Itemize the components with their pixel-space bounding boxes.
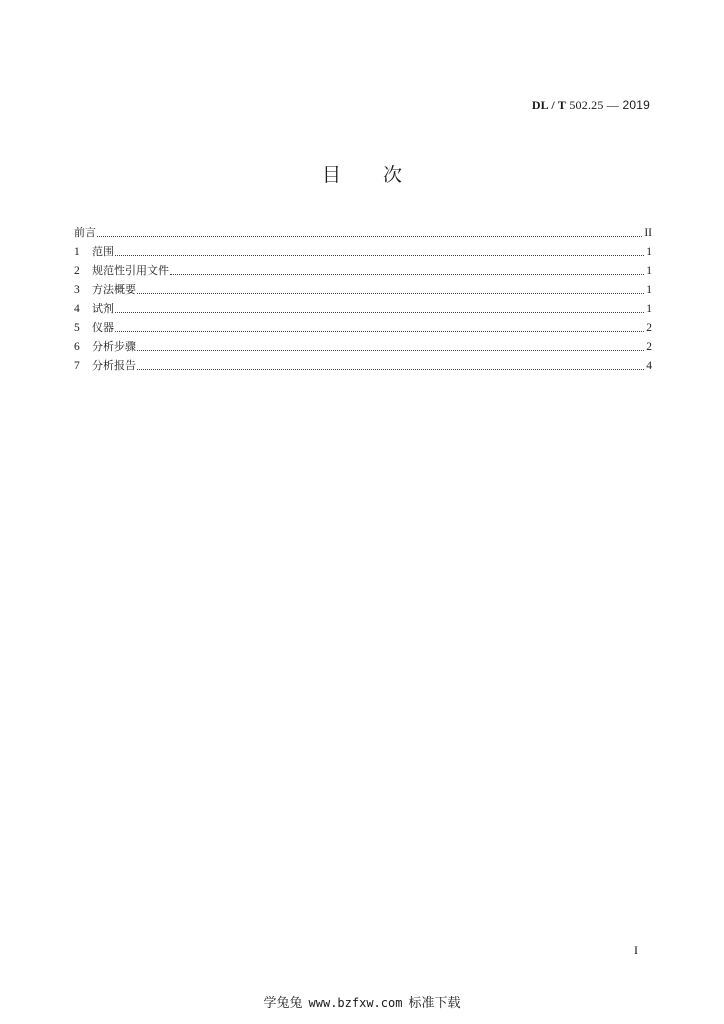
toc-label: 范围 [92,245,114,258]
standard-dash: — [606,98,619,112]
page-title-char-2: 次 [383,164,403,186]
watermark [0,992,724,1011]
toc-row-7[interactable] [74,356,652,375]
toc-section-number: 3 [74,284,80,296]
toc-leader-dots [137,368,644,370]
toc-page-number: 2 [646,322,652,334]
toc-row-6[interactable] [74,337,652,356]
toc-section-number: 1 [74,246,80,258]
toc-page-number: II [644,227,652,239]
toc-leader-dots [97,235,642,237]
toc-section-number: 6 [74,341,80,353]
toc-label: 仪器 [92,321,114,334]
toc-leader-dots [115,254,644,256]
toc-row-3[interactable] [74,280,652,299]
standard-number: 502.25 [566,98,607,112]
toc-label: 分析步骤 [92,340,136,353]
toc-section-number: 2 [74,265,80,277]
toc-label: 规范性引用文件 [92,264,169,277]
toc-leader-dots [115,330,644,332]
toc-page-number: 1 [646,284,652,296]
toc-section-number: 7 [74,360,80,372]
toc-page-number: 2 [646,341,652,353]
toc-label: 试剂 [92,302,114,315]
toc-row-foreword[interactable] [74,223,652,242]
toc-row-2[interactable] [74,261,652,280]
watermark-url: www.bzfxw.com [308,996,403,1010]
toc-leader-dots [137,349,644,351]
page-title [0,160,724,187]
toc-label: 分析报告 [92,359,136,372]
toc-page-number: 1 [646,303,652,315]
toc-label: 方法概要 [92,283,136,296]
standard-year: 2019 [618,98,650,112]
toc-label: 前言 [74,226,96,239]
page-title-char-1: 目 [321,164,341,186]
page-number: I [634,943,638,957]
table-of-contents [74,223,652,375]
standard-prefix: DL / T [531,98,567,112]
toc-row-5[interactable] [74,318,652,337]
watermark-tagline: 标准下载 [408,996,461,1011]
toc-section-number: 5 [74,322,80,334]
toc-page-number: 4 [646,360,652,372]
toc-leader-dots [115,311,644,313]
toc-leader-dots [170,273,644,275]
toc-page-number: 1 [646,246,652,258]
toc-section-number: 4 [74,303,80,315]
toc-leader-dots [137,292,644,294]
watermark-site-name: 学兔兔 [263,996,303,1011]
standard-code [532,98,650,113]
toc-page-number: 1 [646,265,652,277]
toc-row-1[interactable] [74,242,652,261]
toc-row-4[interactable] [74,299,652,318]
